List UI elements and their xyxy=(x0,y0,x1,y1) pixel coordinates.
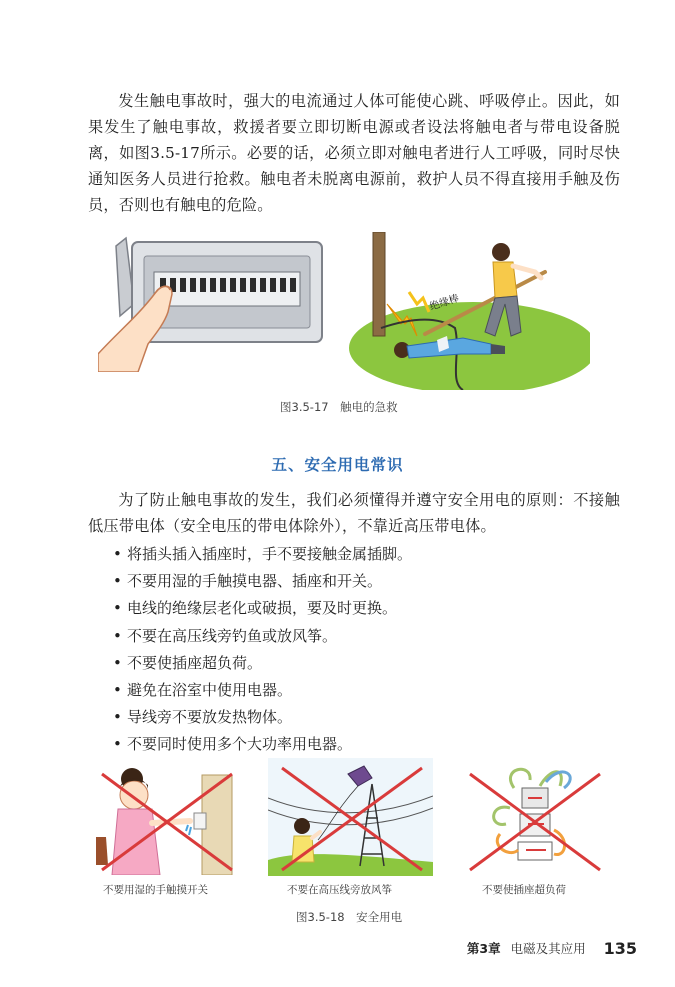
intro-paragraph-text: 发生触电事故时，强大的电流通过人体可能使心跳、呼吸停止。因此，如果发生了触电事故，救援者要立即切断电源或者设法将触电者与带电设备脱离，如图3.5-17所示。必要的话，必须立即对触电者进行人工呼吸，同时尽快通知医务人员进行抢救。触电者未脱离电源前，救护人员不得直接用手触及伤员，否则也有触电的危险。 xyxy=(88,92,620,214)
list-item: • 将插头插入插座时，手不要接触金属插脚。 xyxy=(113,545,413,563)
safety-rules-list xyxy=(113,541,412,759)
page-footer xyxy=(467,937,637,959)
list-item: • 不要使插座超负荷。 xyxy=(113,653,263,672)
panel-3-caption: 不要使插座超负荷 xyxy=(482,884,566,896)
red-cross-2-icon xyxy=(278,764,426,874)
list-item: • 不要用湿的手触摸电器、插座和开关。 xyxy=(113,572,383,591)
red-cross-1-icon xyxy=(98,770,236,874)
intro-paragraph xyxy=(88,88,620,218)
list-item: • 避免在浴室中使用电器。 xyxy=(113,680,293,699)
chapter-title: 电磁及其应用 xyxy=(510,941,586,956)
panel-1-caption: 不要用湿的手触摸开关 xyxy=(103,884,208,896)
section-paragraph-text: 为了防止触电事故的发生，我们必须懂得并遵守安全用电的原则：不接触低压带电体（安全电压的带电体除外），不靠近高压带电体。 xyxy=(88,491,620,535)
list-item: • 不要在高压线旁钓鱼或放风筝。 xyxy=(113,626,338,645)
section-heading: 五、安全用电常识 xyxy=(271,456,404,474)
insulated-stick-label: 绝缘棒 xyxy=(428,293,461,313)
chapter-number: 第3章 xyxy=(466,941,501,956)
rescue-scene-illustration xyxy=(345,232,590,390)
figure-17-caption: 图3.5-17 触电的急救 xyxy=(280,400,398,414)
panel-2-caption: 不要在高压线旁放风筝 xyxy=(287,884,392,896)
section-paragraph xyxy=(88,487,620,539)
breaker-box-illustration xyxy=(98,232,330,372)
page-number: 135 xyxy=(603,938,637,958)
list-item: • 电线的绝缘层老化或破损，要及时更换。 xyxy=(113,599,398,618)
red-cross-3-icon xyxy=(466,770,604,874)
list-item: • 导线旁不要放发热物体。 xyxy=(113,708,293,727)
list-item: • 不要同时使用多个大功率用电器。 xyxy=(113,735,353,754)
figure-18-caption: 图3.5-18 安全用电 xyxy=(296,910,403,924)
